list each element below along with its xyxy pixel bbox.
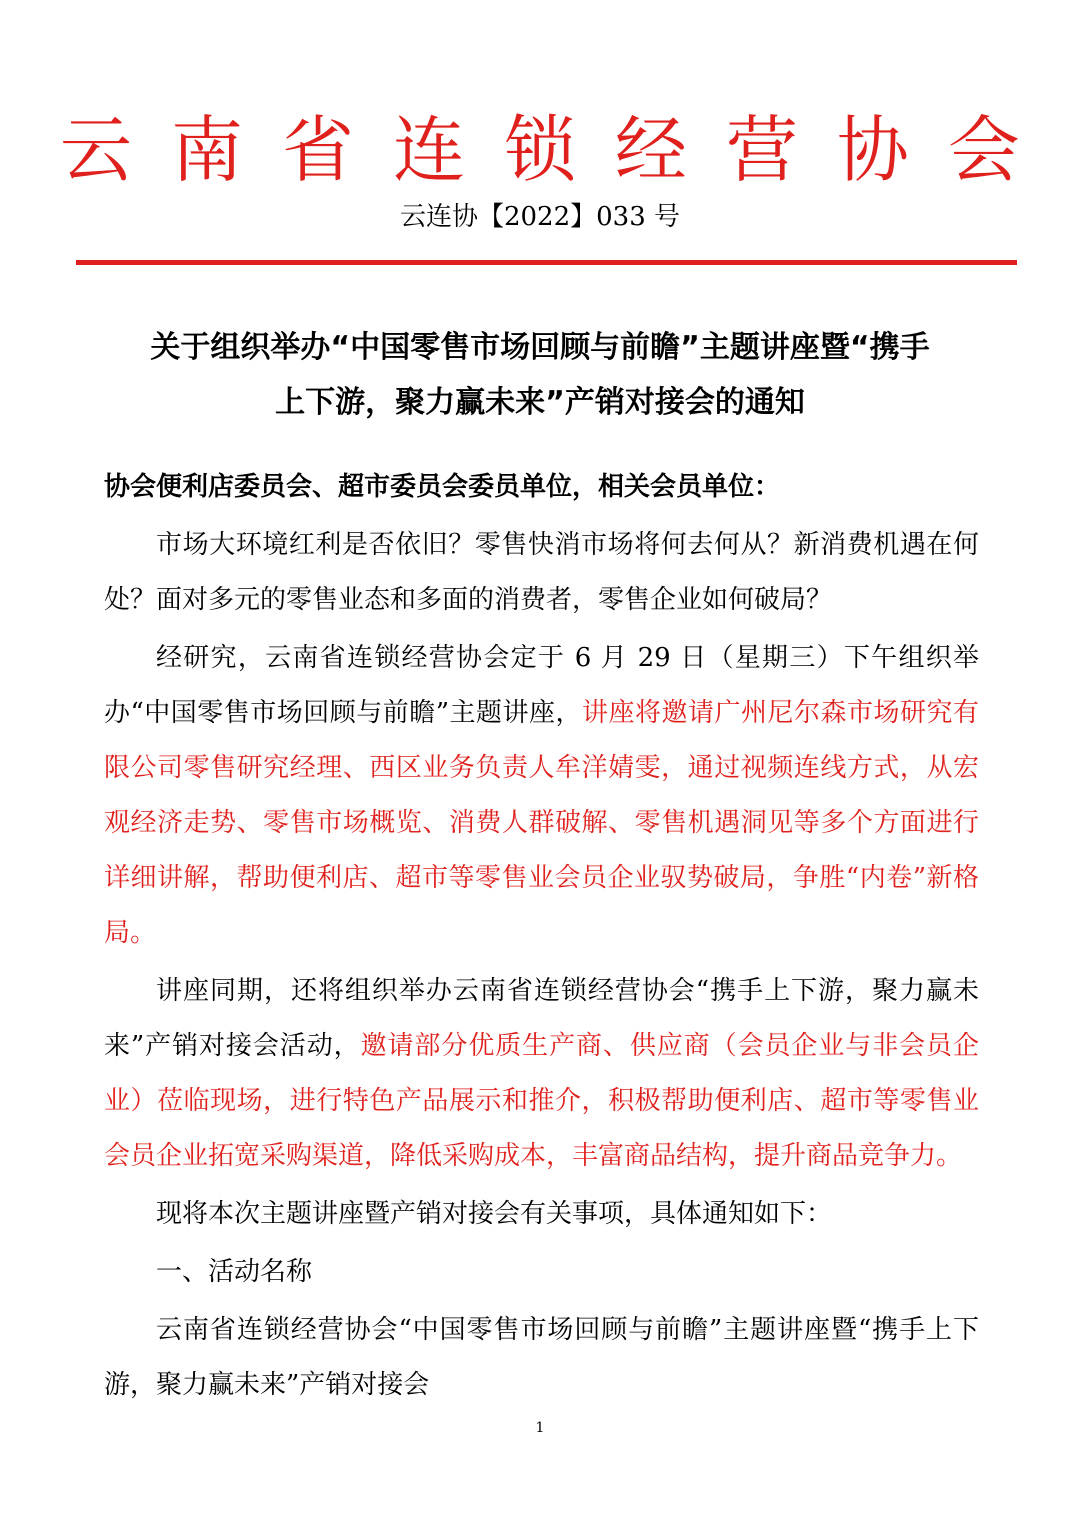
paragraph-1: 市场大环境红利是否依旧？零售快消市场将何去何从？新消费机遇在何处？面对多元的零售业态和多面的消费者，零售企业如何破局？ [104, 530, 979, 615]
paragraph-2 [104, 631, 979, 961]
masthead-char: 营 [725, 108, 798, 192]
paragraph-3-text: 讲座同期，还将组织举办云南省连锁经营协会“携手上下游，聚力赢未来”产销对接会活动， [104, 976, 979, 1061]
masthead-char: 省 [281, 108, 354, 192]
paragraph-2-text: 经研究，云南省连锁经营协会定于 6 月 29 日（星期三）下午组织举办“中国零售市场回顾与前瞻”主题讲座， [104, 643, 979, 728]
paragraph-4: 现将本次主题讲座暨产销对接会有关事项，具体通知如下： [156, 1199, 833, 1229]
section-heading-1: 一、活动名称 [156, 1257, 313, 1287]
masthead-title [60, 105, 1020, 195]
masthead-char: 锁 [503, 108, 576, 192]
document-number: 云连协【2022】033 号 [399, 202, 681, 232]
masthead-char: 协 [836, 108, 909, 192]
salutation: 协会便利店委员会、超市委员会委员单位，相关会员单位： [104, 472, 781, 502]
paragraph-5: 云南省连锁经营协会“中国零售市场回顾与前瞻”主题讲座暨“携手上下游，聚力赢未来”产销对接会 [104, 1315, 979, 1400]
page-number: 1 [535, 1420, 545, 1436]
notice-title-line-1: 关于组织举办“中国零售市场回顾与前瞻”主题讲座暨“携手 [150, 330, 930, 365]
masthead-char: 会 [947, 108, 1020, 192]
masthead-char: 云 [60, 108, 133, 192]
notice-body [104, 460, 979, 1416]
paragraph-3 [104, 964, 979, 1184]
masthead-char: 经 [614, 108, 687, 192]
red-divider-line [76, 260, 1017, 265]
notice-title-line-2: 上下游，聚力赢未来”产销对接会的通知 [275, 385, 805, 420]
notice-title [90, 320, 990, 430]
masthead-char: 南 [170, 108, 243, 192]
paragraph-3-highlight: 邀请部分优质生产商、供应商（会员企业与非会员企业）莅临现场，进行特色产品展示和推介，积极帮助便利店、超市等零售业会员企业拓宽采购渠道，降低采购成本，丰富商品结构，提升商品竞争力。 [104, 1031, 979, 1171]
masthead-char: 连 [392, 108, 465, 192]
paragraph-2-highlight: 讲座将邀请广州尼尔森市场研究有限公司零售研究经理、西区业务负责人牟洋婧雯，通过视频连线方式，从宏观经济走势、零售市场概览、消费人群破解、零售机遇洞见等多个方面进行详细讲解，帮助便利店、超市等零售业会员企业驭势破局，争胜“内卷”新格局。 [104, 698, 979, 948]
